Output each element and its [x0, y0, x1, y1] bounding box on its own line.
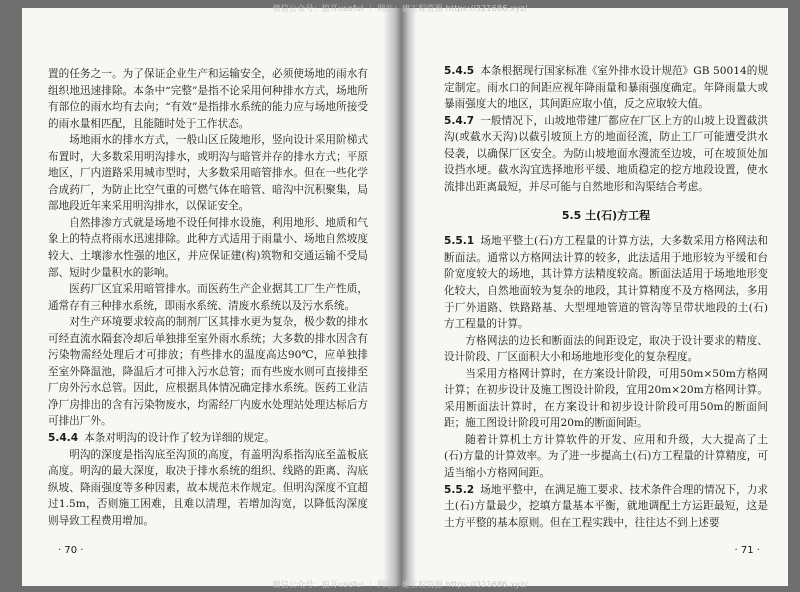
page-number: · 71 · — [734, 545, 760, 556]
clause-5-4-7 — [444, 113, 768, 196]
body-paragraph: 随着计算机土方计算软件的开发、应用和升级，大大提高了土(石)方量的计算效率。为了进一步提高土(石)方工程量的计算精度，可适当缩小方格网间距。 — [444, 433, 768, 480]
clause-number: 5.4.4 — [48, 432, 79, 445]
clause-5-5-2 — [444, 482, 768, 532]
clause-5-5-1 — [444, 233, 768, 332]
book-gutter — [384, 8, 416, 586]
clause-number: 5.4.7 — [444, 114, 475, 127]
clause-text: 场地平整中，在满足施工要求、技术条件合理的情况下，力求土(石)方量最少，挖填方量基本平衡，就地调配土方运距最短，这是土方平整的基本原则。但在工程实践中，往往达不到上述要 — [444, 483, 768, 529]
page-number: · 70 · — [58, 545, 84, 556]
body-paragraph: 明沟的深度是指沟底至沟顶的高度，有盖明沟系指沟底至盖板底高度。明沟的最大深度，取决于排水系统的组织、线路的距离、沟底纵坡、降雨强度等多种因素，故本规范未作规定。但明沟深度不宜超过1.5m，否则施工困难，且难以清理，若增加沟宽，以降低沟深度则导致工程费用增加。 — [48, 448, 368, 527]
top-watermark: 微信公众号：狼耳useful ｜ 网站：建工程资源 https://321686.xyz/ — [272, 4, 528, 13]
clause-number: 5.5.2 — [444, 483, 475, 496]
body-paragraph: 方格网法的边长和断面法的间距设定，取决于设计要求的精度、设计阶段、厂区面积大小和场地地形变化的复杂程度。 — [444, 334, 768, 364]
bottom-watermark: 微信公众号：狼耳useful ｜ 网站：建工程资源 https://321686.xyz/ — [272, 580, 528, 589]
section-heading: 5.5 土(石)方工程 — [561, 209, 651, 223]
clause-text: 本条对明沟的设计作了较为详细的规定。 — [84, 432, 275, 445]
body-paragraph: 场地雨水的排水方式，一般山区丘陵地形，竖向设计采用阶梯式布置时，大多数采用明沟排水，或明沟与暗管并存的排水方式；平原地区，厂内道路采用城市型时，大多数采用暗管排水。但在一些化学合成药厂，为防止比空气重的可燃气体在暗管、暗沟中沉积聚集，局部地段近年来采用明沟排水，以保证安全。 — [48, 134, 368, 213]
clause-5-4-4 — [48, 430, 368, 447]
clause-number: 5.4.5 — [444, 65, 475, 77]
clause-number: 5.5.1 — [444, 235, 475, 248]
body-paragraph: 当采用方格网计算时，在方案设计阶段，可用50m×50m方格网计算；在初步设计及施工图设计阶段，宜用20m×20m方格网计算。采用断面法计算时，在方案设计和初步设计阶段可用50m的断面间距；施工图设计阶段可用20m的断面间距。 — [444, 367, 768, 430]
left-page — [22, 8, 384, 586]
body-paragraph: 医药厂区宜采用暗管排水。而医药生产企业据其工厂生产性质，通常存有三种排水系统，即雨水系统、清废水系统以及污水系统。 — [48, 283, 368, 312]
clause-text: 场地平整土(石)方工程量的计算方法，大多数采用方格网法和断面法。通常以方格网法计算的较多，此法适用于地形较为平缓和台阶宽度较大的场地，其计算方法精度较高。断面法适用于场地地形变化较大，自然地面较为复杂的地段，其计算精度不及方格网法，多用于厂外道路、铁路路基、大型埋地管道的管沟等呈带状地段的土(石)方工程量的计算。 — [444, 235, 768, 331]
body-paragraph: 自然排渗方式就是场地不设任何排水设施，利用地形、地质和气象上的特点将雨水迅速排除。此种方式适用于雨量小、场地自然坡度较大、土壤渗水性强的地区，并应保证建(构)筑物和交通运输不受局部、短时少量积水的影响。 — [48, 216, 368, 279]
right-page — [416, 8, 788, 586]
clause-text: 本条根据现行国家标准《室外排水设计规范》GB 50014的规定制定。雨水口的间距应视年降雨量和暴雨强度确定。年降雨量大或暴雨强度大的地区，其间距应取小值，反之应取较大值。 — [444, 65, 768, 111]
clause-5-4-5 — [444, 63, 768, 113]
body-paragraph: 对生产环境要求较高的制剂厂区其排水更为复杂，极少数的排水可经直流水隔套冷却后单独排至室外雨水系统；大多数的排水因含有污染物需经处理后才可排放；有些排水的温度高达90℃，应单独排至室外降温池，降温后才可排入污水总管；而有些废水则可直接排至厂房外污水总管。因此，应根据具体情况确定排水系统。医药工业洁净厂房排出的含有污染物废水，均需经厂内废水处理站处理达标后方可排出厂外。 — [48, 316, 368, 428]
clause-text: 一般情况下，山坡地带建厂都应在厂区上方的山坡上设置截洪沟(或截水天沟)以截引坡顶上方的地面径流，防止工厂可能遭受洪水侵袭，以确保厂区安全。为防山坡地面水漫流至边坡，可在坡顶处加设挡水埂。截水沟宜选择地形平缓、地质稳定的挖方地段设置，使水流排出距离最短，并尽可能与自然地形和沟渠结合考虑。 — [444, 114, 768, 193]
body-paragraph: 置的任务之一。为了保证企业生产和运输安全，必须使场地的雨水有组织地迅速排除。本条中“完整”是指不论采用何种排水方式，场地所有部位的雨水均有去向；“有效”是指排水系统的能力应与场地所接受的雨水量相匹配，且能随时处于工作状态。 — [48, 68, 368, 130]
